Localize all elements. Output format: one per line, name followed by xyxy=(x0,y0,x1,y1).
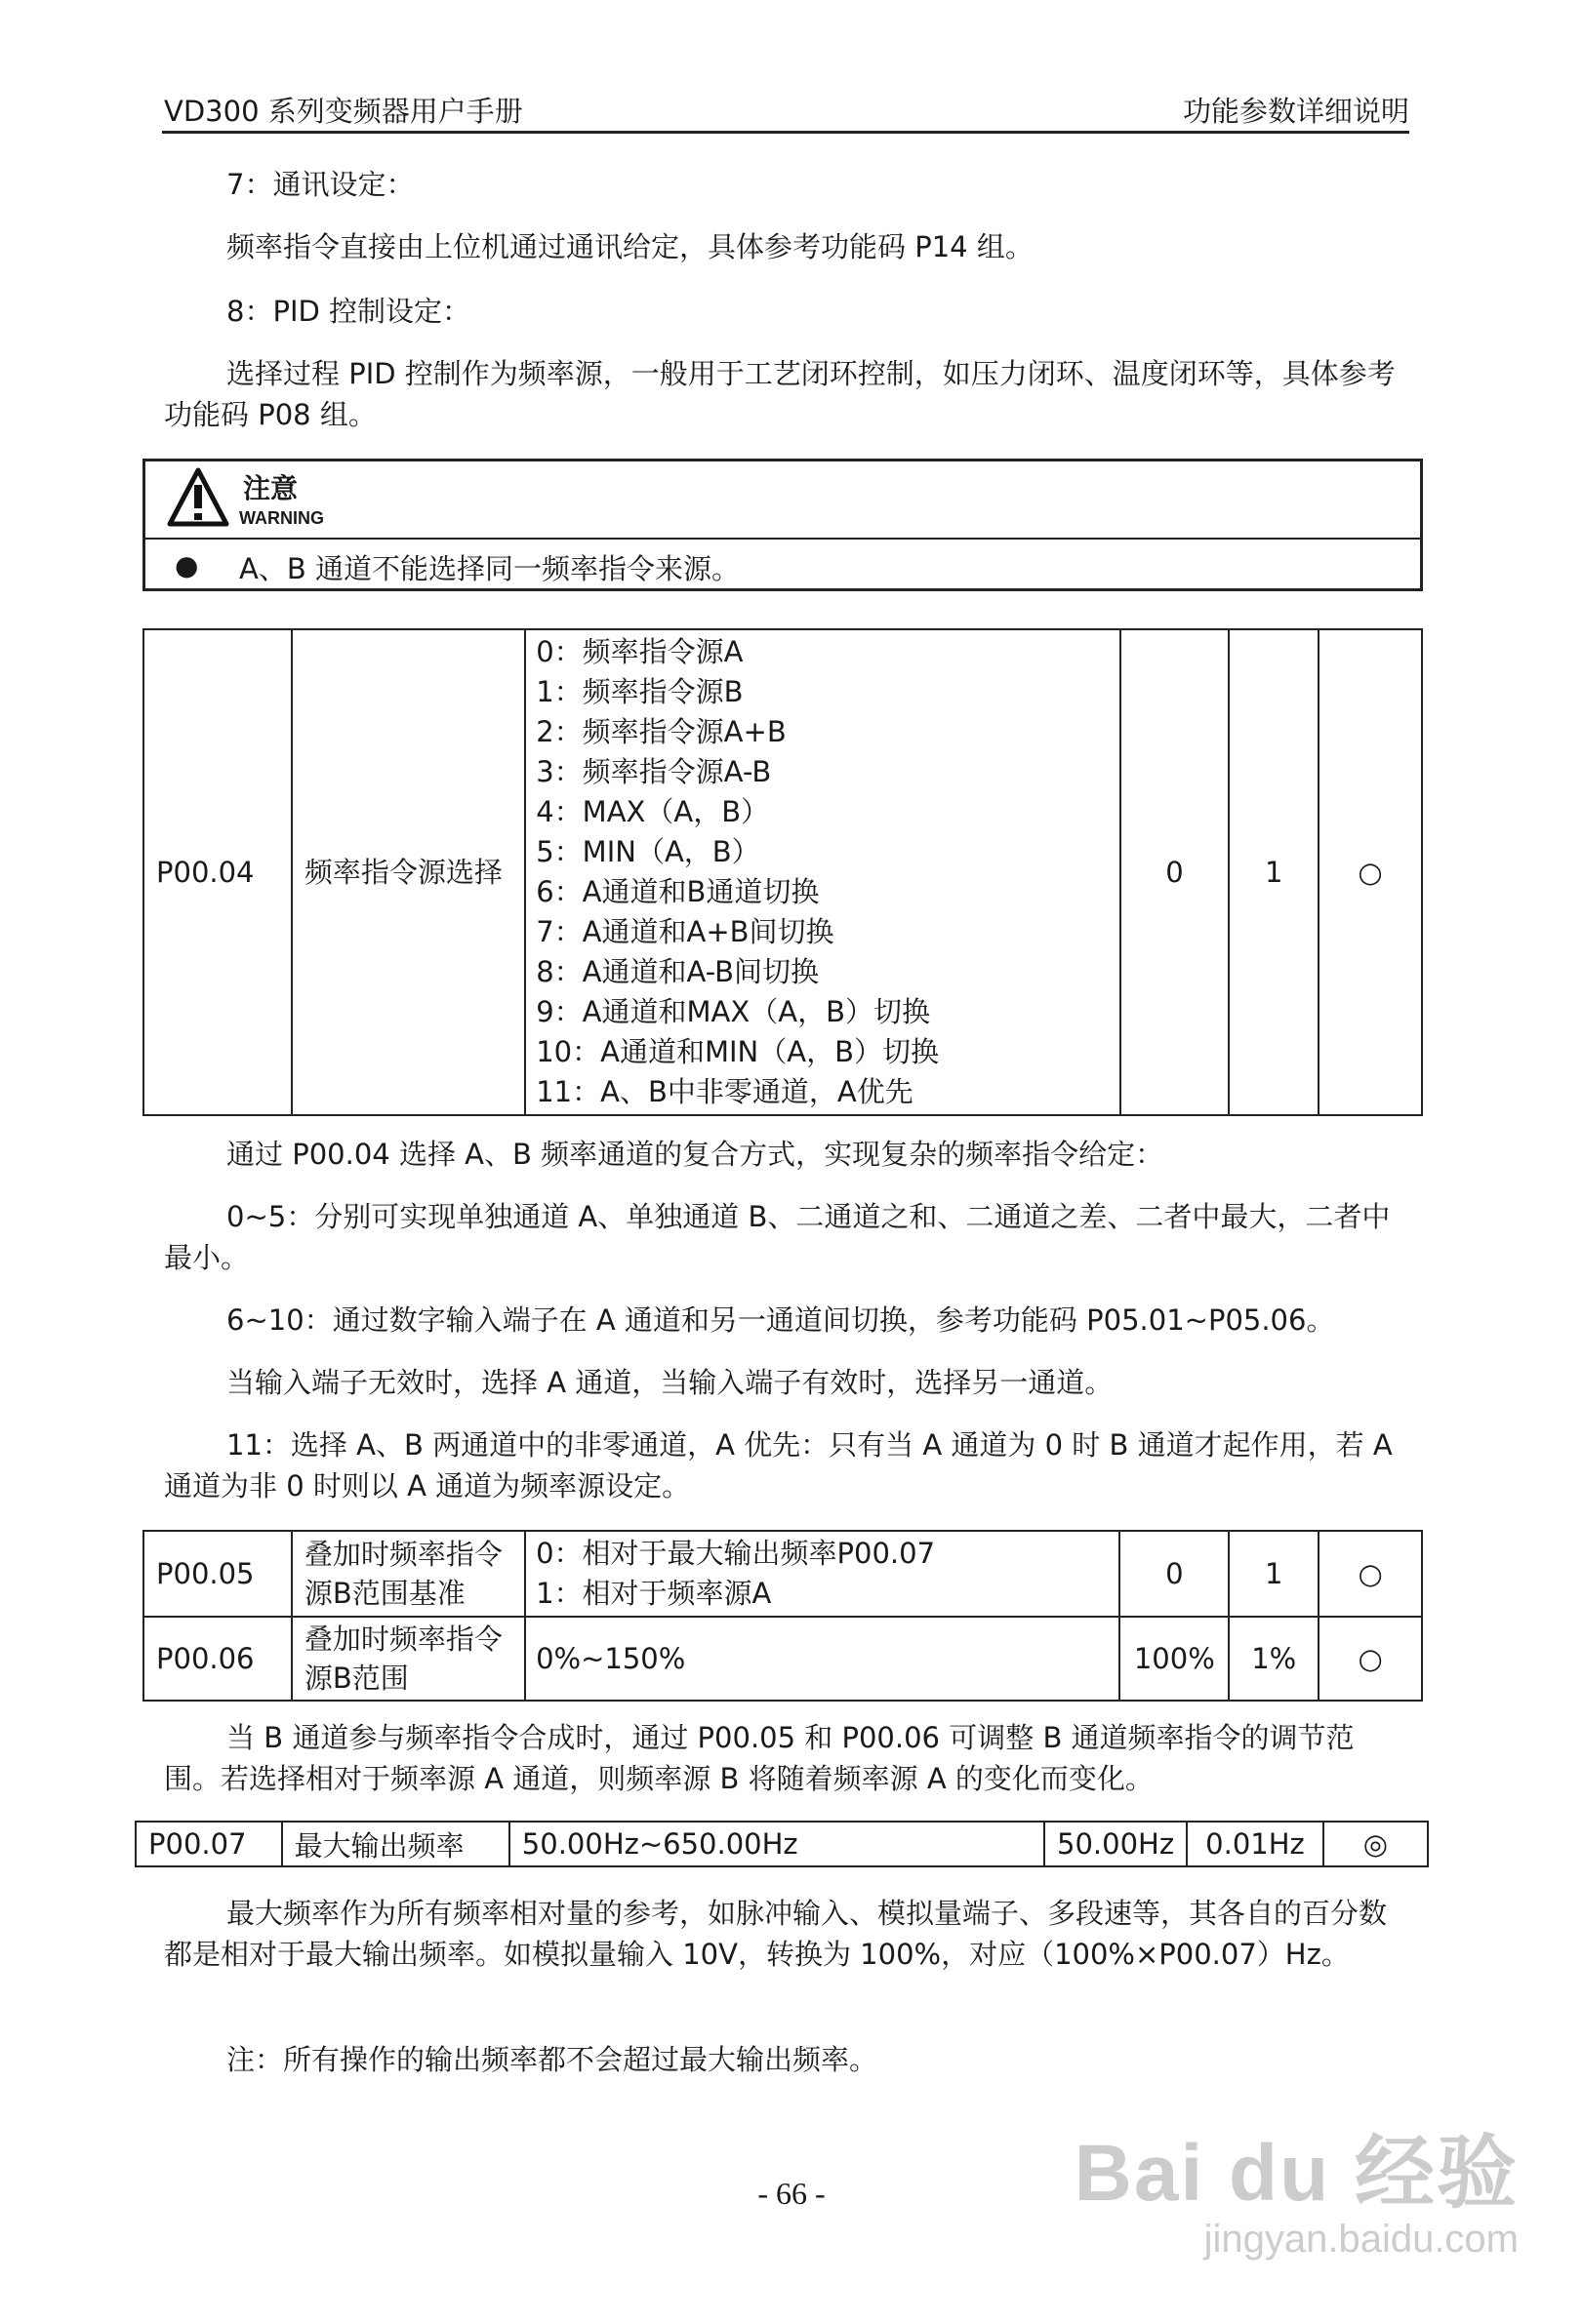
param-code: P00.05 xyxy=(143,1531,292,1617)
option-item: 0：频率指令源A xyxy=(536,635,744,668)
option-item: 0%~150% xyxy=(536,1641,686,1675)
param-attribute: ○ xyxy=(1319,629,1422,1115)
param-options xyxy=(525,1617,1119,1701)
param-unit: 0.01Hz xyxy=(1187,1822,1323,1866)
intro-line-3: 8：PID 控制设定： xyxy=(226,295,471,328)
param-attribute: ◎ xyxy=(1323,1822,1428,1866)
option-item: 2：频率指令源A+B xyxy=(536,715,787,748)
intro-line-1: 7：通讯设定： xyxy=(226,168,415,201)
param-default: 100% xyxy=(1119,1617,1229,1701)
header-section: 功能参数详细说明 xyxy=(1182,95,1409,128)
desc3-paragraph: 最大频率作为所有频率相对量的参考，如脉冲输入、模拟量端子、多段速等，其各自的百分数都是相对于最大输出频率。如模拟量输入 10V，转换为 100%，对应（100%×P00.07）Hz。 xyxy=(164,1897,1388,1971)
param-options xyxy=(525,629,1119,1115)
warning-subtitle: WARNING xyxy=(239,508,324,528)
desc1-line-terminal: 当输入端子无效时，选择 A 通道，当输入端子有效时，选择另一通道。 xyxy=(226,1366,1114,1399)
desc1-line-6-10: 6~10：通过数字输入端子在 A 通道和另一通道间切换，参考功能码 P05.01~P05.06。 xyxy=(226,1303,1335,1337)
desc2-paragraph: 当 B 通道参与频率指令合成时，通过 P00.05 和 P00.06 可调整 B 通道频率指令的调节范围。若选择相对于频率源 A 通道，则频率源 B 将随着频率源 A 的变化而变化。 xyxy=(164,1721,1355,1795)
option-item: 4：MAX（A，B） xyxy=(536,795,770,828)
option-item: 10：A通道和MIN（A，B）切换 xyxy=(536,1035,939,1068)
param-options xyxy=(525,1531,1119,1617)
option-item: 7：A通道和A+B间切换 xyxy=(536,915,834,948)
option-item: 1：相对于频率源A xyxy=(536,1577,772,1610)
param-table-p0004 xyxy=(142,628,1423,1116)
param-code: P00.07 xyxy=(136,1822,282,1866)
table-row xyxy=(136,1822,1428,1866)
param-name: 叠加时频率指令源B范围基准 xyxy=(292,1531,525,1617)
header-rule xyxy=(162,131,1409,134)
param-attribute: ○ xyxy=(1319,1617,1422,1701)
warning-triangle-icon xyxy=(167,467,229,528)
param-code: P00.04 xyxy=(143,629,292,1115)
warning-bullet: ● xyxy=(175,549,199,581)
param-unit: 1% xyxy=(1229,1617,1319,1701)
table-row xyxy=(143,1617,1422,1701)
header-title: VD300 系列变频器用户手册 xyxy=(164,95,523,128)
desc3-note: 注：所有操作的输出频率都不会超过最大输出频率。 xyxy=(226,2043,878,2076)
option-item: 3：频率指令源A-B xyxy=(536,755,772,788)
desc1-paragraph-0-5: 0~5：分别可实现单独通道 A、单独通道 B、二通道之和、二通道之差、二者中最大，二者中最小。 xyxy=(164,1200,1391,1274)
option-item: 5：MIN（A，B） xyxy=(536,835,760,868)
param-name: 最大输出频率 xyxy=(282,1822,509,1866)
param-range: 50.00Hz~650.00Hz xyxy=(509,1822,1044,1866)
param-default: 0 xyxy=(1119,1531,1229,1617)
table-row xyxy=(143,629,1422,1115)
param-code: P00.06 xyxy=(143,1617,292,1701)
option-item: 6：A通道和B通道切换 xyxy=(536,875,820,908)
option-item: 1：频率指令源B xyxy=(536,675,744,708)
desc1-paragraph-11: 11：选择 A、B 两通道中的非零通道，A 优先：只有当 A 通道为 0 时 B 通道才起作用，若 A 通道为非 0 时则以 A 通道为频率源设定。 xyxy=(164,1428,1393,1503)
param-unit: 1 xyxy=(1229,1531,1319,1617)
param-default: 0 xyxy=(1120,629,1230,1115)
intro-line-2: 频率指令直接由上位机通过通讯给定，具体参考功能码 P14 组。 xyxy=(226,230,1034,263)
option-item: 0：相对于最大输出频率P00.07 xyxy=(536,1537,936,1570)
option-item: 8：A通道和A-B间切换 xyxy=(536,955,820,988)
warning-header xyxy=(145,461,1420,540)
watermark-url: jingyan.baidu.com xyxy=(1203,2218,1519,2261)
param-name: 频率指令源选择 xyxy=(292,629,525,1115)
option-item: 11：A、B中非零通道，A优先 xyxy=(536,1075,913,1108)
param-name: 叠加时频率指令源B范围 xyxy=(292,1617,525,1701)
param-default: 50.00Hz xyxy=(1044,1822,1187,1866)
page-number: - 66 - xyxy=(757,2176,826,2211)
table-row xyxy=(143,1531,1422,1617)
param-attribute: ○ xyxy=(1319,1531,1422,1617)
warning-box xyxy=(142,459,1423,591)
param-table-p0007 xyxy=(135,1821,1429,1867)
option-item: 9：A通道和MAX（A，B）切换 xyxy=(536,995,930,1028)
warning-title: 注意 xyxy=(243,472,299,504)
param-table-p0005-p0006 xyxy=(142,1530,1423,1702)
warning-text: A、B 通道不能选择同一频率指令来源。 xyxy=(239,552,740,585)
watermark-brand: Bai du 经验 xyxy=(1074,2129,1519,2218)
desc1-line-1: 通过 P00.04 选择 A、B 频率通道的复合方式，实现复杂的频率指令给定： xyxy=(226,1138,1164,1171)
intro-paragraph-pid: 选择过程 PID 控制作为频率源，一般用于工艺闭环控制，如压力闭环、温度闭环等，具体参考功能码 P08 组。 xyxy=(164,357,1396,431)
param-unit: 1 xyxy=(1229,629,1319,1115)
